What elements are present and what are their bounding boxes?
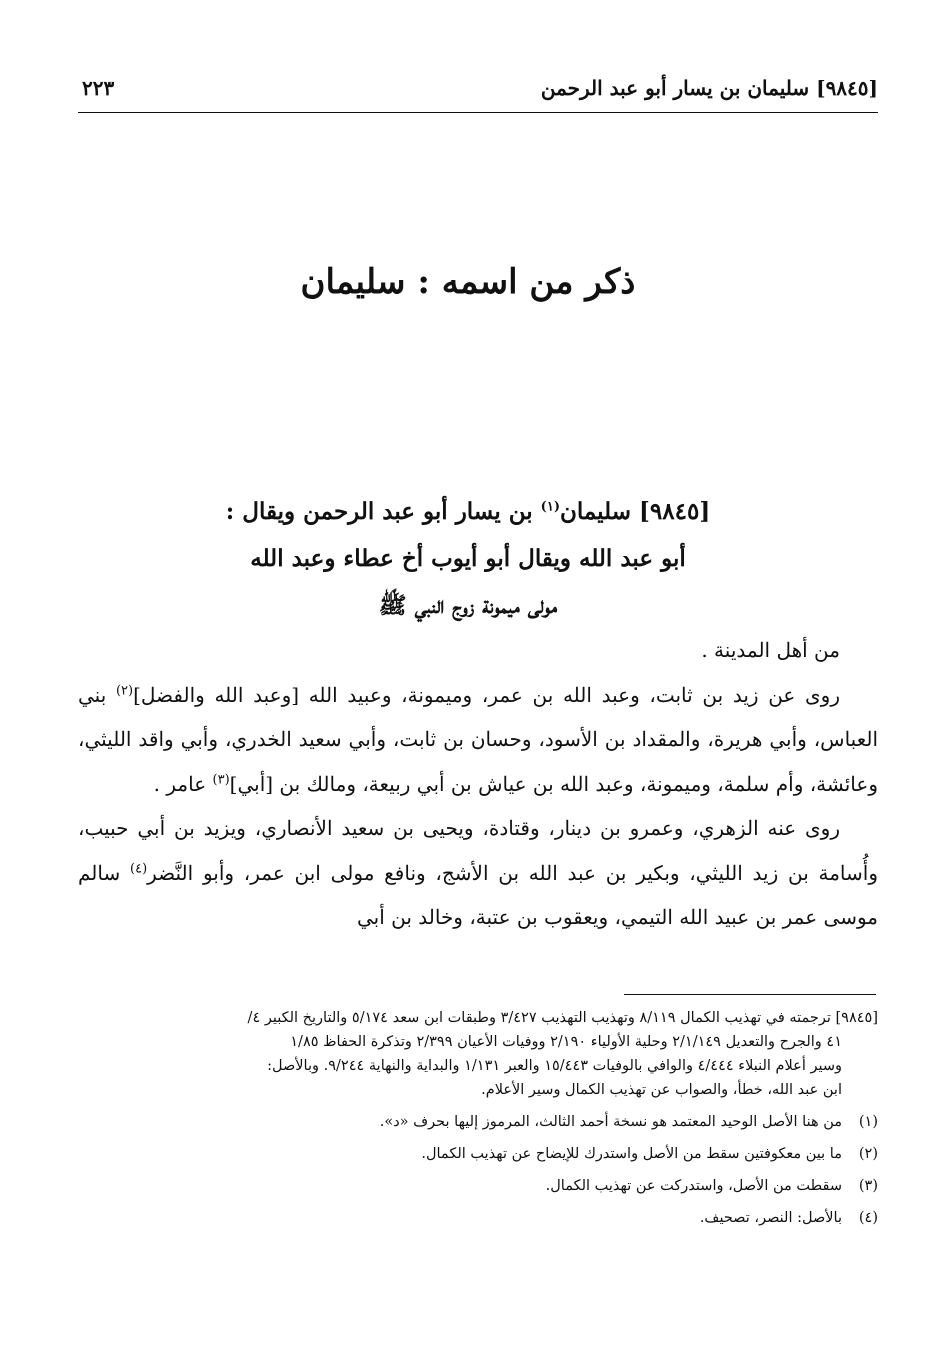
footnote-1-number: (١) <box>858 1114 878 1130</box>
footnote-ref-2[interactable]: (٢) <box>115 682 134 698</box>
footnotes <box>78 1006 878 1230</box>
footnote-3 <box>78 1174 878 1198</box>
footnote-2-text: ما بين معكوفتين سقط من الأصل واستدرك للإيضاح عن تهذيب الكمال. <box>421 1146 842 1162</box>
body-text <box>78 628 878 940</box>
narrated-by-text-b: سالم موسى عمر بن عبيد الله التيمي، ويعقوب بن عتبة، وخالد بن أبي <box>78 860 878 929</box>
narrated-from-text-c: عامر . <box>153 771 213 796</box>
page-number: ٢٢٣ <box>82 76 115 100</box>
footnote-4-number: (٤) <box>858 1210 878 1226</box>
footnote-2 <box>78 1142 878 1166</box>
footnote-1-text: من هنا الأصل الوحيد المعتمد هو نسخة أحمد الثالث، المرموز إليها بحرف «د». <box>379 1114 842 1130</box>
origin-paragraph: من أهل المدينة . <box>701 638 840 662</box>
running-head-title: [٩٨٤٥] سليمان بن يسار أبو عبد الرحمن <box>540 76 878 100</box>
entry-heading-line-3: مولى ميمونة زوج النبي ﷺ <box>378 592 558 619</box>
running-head <box>78 72 878 113</box>
footnote-main-line-4: ابن عبد الله، خطأ، والصواب عن تهذيب الكمال وسير الأعلام. <box>481 1082 842 1098</box>
section-title: ذكر من اسمه : سليمان <box>300 262 636 302</box>
entry-number: [٩٨٤٥] <box>639 498 711 525</box>
footnote-4 <box>78 1206 878 1230</box>
footnote-4-text: بالأصل: النصر، تصحيف. <box>699 1210 842 1226</box>
footnote-3-number: (٣) <box>858 1178 878 1194</box>
footnote-ref-4[interactable]: (٤) <box>130 860 148 876</box>
narrated-by-paragraph <box>78 806 878 940</box>
footnote-main-line-3: وسير أعلام النبلاء ٤/٤٤٤ والوافي بالوفيات ١٥/٤٤٣ والعبر ١/١٣١ والبداية والنهاية ٩/٢٤٤. وبالأصل: <box>267 1058 842 1074</box>
footnote-ref-3[interactable]: (٣) <box>212 771 230 787</box>
footnote-2-number: (٢) <box>858 1146 878 1162</box>
footnote-3-text: سقطت من الأصل، واستدركت عن تهذيب الكمال. <box>545 1178 842 1194</box>
entry-heading-line-1 <box>90 488 846 535</box>
entry-heading <box>90 488 846 629</box>
footnote-separator <box>624 994 876 995</box>
narrated-from-text-b: بني العباس، وأبي هريرة، والمقداد بن الأسود، وحسان بن ثابت، وأبي سعيد الخدري، وأبي واقد الليثي، وعائشة، وأم سلمة، وميمونة، وعبد الله بن عياش بن أبي ربيعة، ومالك بن [أبي] <box>78 682 879 796</box>
narrated-by-text-a: روى عنه الزهري، وعمرو بن دينار، وقتادة، ويحيى بن سعيد الأنصاري، ويزيد بن أبي حبيب، وأُسامة بن زيد الليثي، وبكير بن عبد الله بن الأشج، ونافع مولى ابن عمر، وأبو النَّضر <box>78 816 878 885</box>
footnote-main-line-1: [٩٨٤٥] ترجمته في تهذيب الكمال ٨/١١٩ وتهذيب التهذيب ٣/٤٢٧ وطبقات ابن سعد ٥/١٧٤ والتاريخ الكبير ٤/ <box>247 1010 878 1026</box>
narrated-from-paragraph <box>78 673 878 807</box>
footnote-1 <box>78 1110 878 1134</box>
entry-heading-line-2: أبو عبد الله ويقال أبو أيوب أخ عطاء وعبد الله <box>250 545 686 572</box>
entry-name: سليمان <box>559 498 631 525</box>
footnote-ref-1[interactable]: (١) <box>540 499 560 515</box>
entry-heading-rest: بن يسار أبو عبد الرحمن ويقال : <box>225 498 533 525</box>
footnote-main-line-2: ٤١ والجرح والتعديل ٢/١/١٤٩ وحلية الأولياء ٢/١٩٠ ووفيات الأعيان ٢/٣٩٩ وتذكرة الحفاظ ١/٨٥ <box>290 1034 842 1050</box>
narrated-from-text-a: روى عن زيد بن ثابت، وعبد الله بن عمر، وميمونة، وعبيد الله [وعبد الله والفضل] <box>133 682 840 707</box>
